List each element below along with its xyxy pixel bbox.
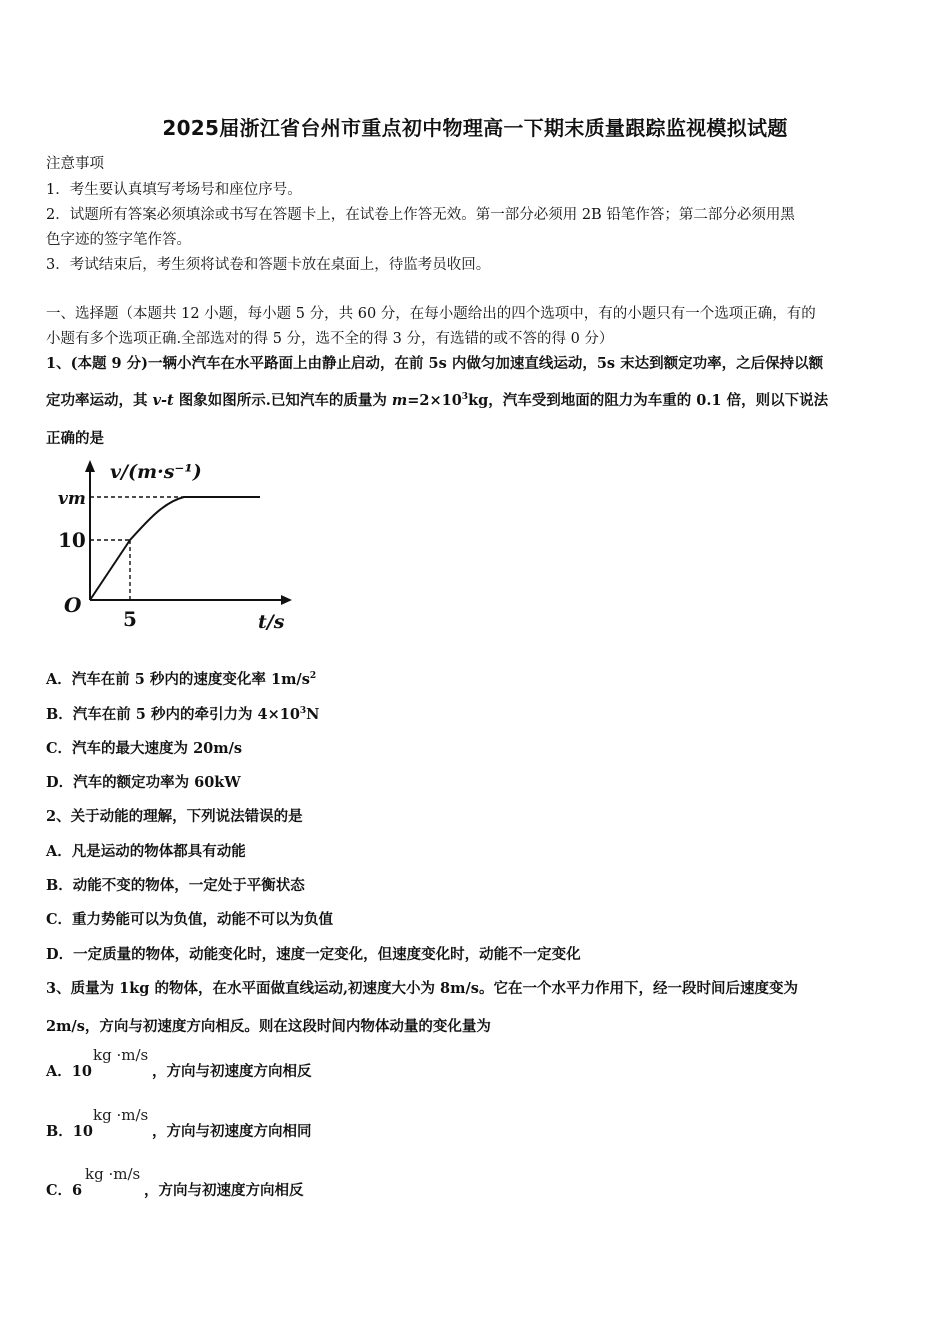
q3-stem-line-2: 2m/s，方向与初速度方向相反。则在这段时间内物体动量的变化量为 (46, 1018, 491, 1035)
origin-label: O (64, 593, 82, 617)
q1-option-a-exp: 2 (309, 671, 317, 682)
notice-item-2a: 2．试题所有答案必须填涂或书写在答题卡上，在试卷上作答无效。第一部分必须用 2B 铅笔作答；第二部分必须用黑 (46, 207, 795, 223)
notice-item-1: 1．考生要认真填写考场号和座位序号。 (46, 182, 302, 198)
q3-stem-line-1: 3、质量为 1kg 的物体，在水平面做直线运动,初速度大小为 8m/s。它在一个水平力作用下，经一段时间后速度变为 (46, 980, 798, 997)
q1-mass-symbol: m (391, 392, 408, 409)
vm-label: vm (58, 489, 86, 509)
q1-option-b-text: B．汽车在前 5 秒内的牵引力为 4×10 (46, 706, 300, 723)
q3-option-c-unit: kg ·m/s (85, 1165, 141, 1183)
y-tick-10: 10 (58, 528, 86, 552)
q3-option-a-direction: ，方向与初速度方向相反 (152, 1063, 312, 1080)
q1-text: 图象如图所示.已知汽车的质量为 (173, 392, 392, 409)
q3-option-b-direction: ，方向与初速度方向相同 (152, 1123, 312, 1140)
page-title: 2025届浙江省台州市重点初中物理高一下期末质量跟踪监视模拟试题 (162, 116, 788, 140)
q1-vt: v-t (152, 392, 174, 409)
q1-stem-line-1: 1、(本题 9 分)一辆小汽车在水平路面上由静止启动，在前 5s 内做匀加速直线运动，5s 末达到额定功率，之后保持以额 (46, 355, 824, 372)
notice-item-3: 3．考试结束后，考生须将试卷和答题卡放在桌面上，待监考员收回。 (46, 257, 491, 273)
y-axis-arrow (85, 460, 95, 472)
q1-text: kg，汽车受到地面的阻力为车重的 0.1 倍，则以下说法 (468, 392, 829, 409)
notice-heading: 注意事项 (46, 156, 104, 172)
q3-option-a[interactable]: A．10 (46, 1063, 92, 1080)
q3-option-c[interactable]: C．6 (46, 1182, 83, 1199)
q2-option-b[interactable]: B．动能不变的物体，一定处于平衡状态 (46, 877, 305, 894)
q1-text: =2×10 (407, 392, 462, 409)
q3-option-a-unit: kg ·m/s (93, 1046, 149, 1064)
q3-option-b-unit: kg ·m/s (93, 1106, 149, 1124)
section-heading-line-2: 小题有多个选项正确.全部选对的得 5 分，选不全的得 3 分，有选错的或不答的得 0 分） (46, 331, 614, 347)
q1-text: 定功率运动，其 (46, 392, 153, 409)
x-tick-5: 5 (123, 607, 137, 631)
q1-option-a-text: A．汽车在前 5 秒内的速度变化率 1m/s (46, 671, 310, 688)
vt-graph (52, 452, 302, 642)
q2-option-d[interactable]: D．一定质量的物体，动能变化时，速度一定变化，但速度变化时，动能不一定变化 (46, 946, 581, 963)
q1-option-b-unit: N (306, 706, 320, 723)
q1-option-d[interactable]: D．汽车的额定功率为 60kW (46, 774, 241, 791)
x-axis-arrow (281, 595, 292, 605)
y-axis-label: v/(m·s⁻¹) (110, 461, 202, 483)
q1-option-a[interactable] (46, 668, 316, 689)
q1-exponent: 3 (461, 392, 469, 403)
q3-option-b[interactable]: B．10 (46, 1123, 93, 1140)
q1-option-b[interactable] (46, 703, 319, 724)
velocity-curve (90, 497, 260, 600)
section-heading-line-1: 一、选择题（本题共 12 小题，每小题 5 分，共 60 分，在每小题给出的四个选项中，有的小题只有一个选项正确，有的 (46, 306, 816, 322)
notice-item-2b: 色字迹的签字笔作答。 (46, 232, 191, 248)
q2-option-c[interactable]: C．重力势能可以为负值，动能不可以为负值 (46, 911, 334, 928)
q2-option-a[interactable]: A．凡是运动的物体都具有动能 (46, 843, 246, 860)
q1-stem-line-2 (46, 389, 828, 410)
q2-stem: 2、关于动能的理解，下列说法错误的是 (46, 808, 303, 825)
x-axis-label: t/s (258, 611, 285, 633)
q1-option-b-exp: 3 (299, 706, 307, 717)
q1-stem-line-3: 正确的是 (46, 430, 104, 447)
q3-option-c-direction: ，方向与初速度方向相反 (144, 1182, 304, 1199)
q1-option-c[interactable]: C．汽车的最大速度为 20m/s (46, 740, 243, 757)
